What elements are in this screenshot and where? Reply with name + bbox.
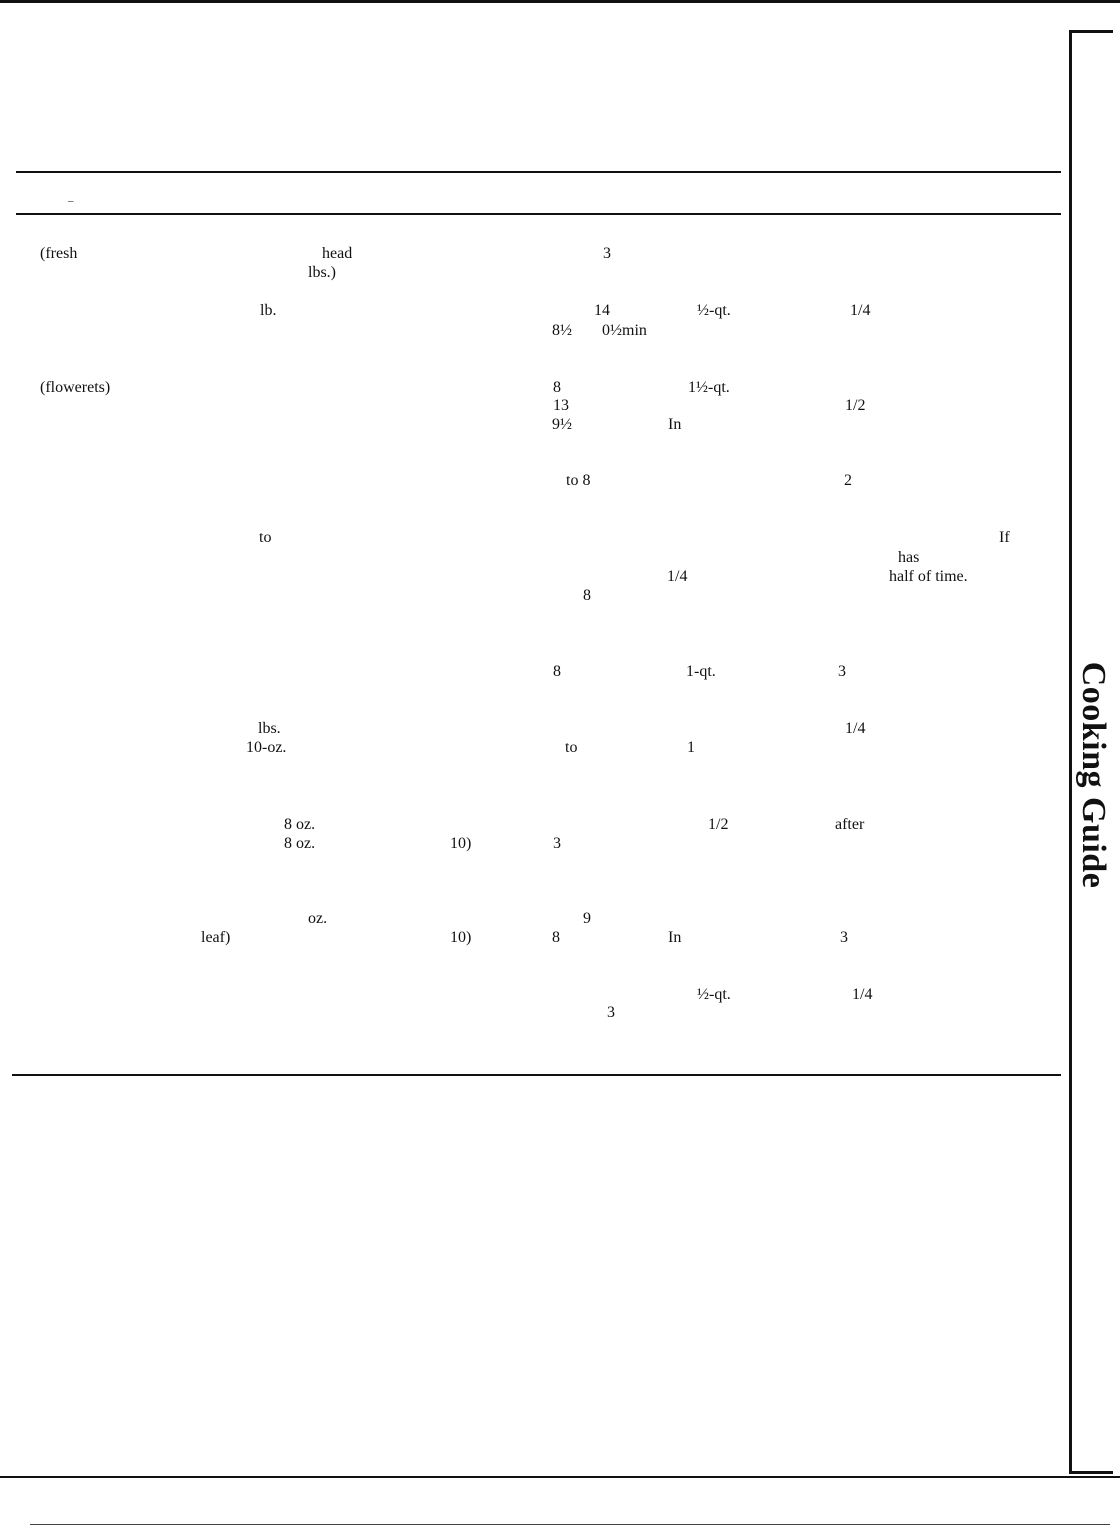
- text-fragment: 14: [594, 302, 610, 319]
- header-rule-bottom: [16, 213, 1061, 215]
- text-fragment: to 8: [566, 472, 591, 489]
- text-fragment: has: [898, 549, 920, 566]
- text-fragment: 9: [583, 910, 591, 927]
- text-fragment: 10): [450, 929, 472, 946]
- text-fragment: (flowerets): [40, 379, 111, 396]
- text-fragment: If: [999, 529, 1010, 546]
- text-fragment: 1/4: [852, 986, 873, 1003]
- text-fragment: (fresh: [40, 245, 78, 262]
- text-fragment: 13: [553, 397, 569, 414]
- text-fragment: ½-qt.: [697, 986, 731, 1003]
- text-fragment: after: [835, 816, 865, 833]
- text-fragment: to: [259, 529, 272, 546]
- text-fragment: lbs.: [258, 720, 281, 737]
- text-fragment: lbs.): [308, 264, 336, 281]
- text-fragment: lb.: [260, 302, 277, 319]
- header-rule-top: [16, 171, 1061, 173]
- text-fragment: 3: [840, 929, 848, 946]
- text-fragment: oz.: [308, 910, 328, 927]
- text-fragment: 2: [844, 472, 852, 489]
- text-fragment: 3: [553, 835, 561, 852]
- text-fragment: 8½: [552, 322, 572, 339]
- text-fragment: 3: [603, 245, 611, 262]
- text-fragment: 1/4: [667, 568, 688, 585]
- text-fragment: 3: [838, 663, 846, 680]
- text-fragment: In: [668, 416, 682, 433]
- text-fragment: 3: [607, 1004, 615, 1021]
- text-fragment: 8: [583, 587, 591, 604]
- text-fragment: 1/2: [845, 397, 866, 414]
- text-fragment: 9½: [552, 416, 572, 433]
- text-fragment: 1½-qt.: [688, 379, 730, 396]
- footer-rule: [30, 1524, 1110, 1525]
- side-tab: [1069, 30, 1113, 1474]
- text-fragment: ½-qt.: [697, 302, 731, 319]
- text-fragment: to: [565, 739, 578, 756]
- text-fragment: 1/2: [708, 816, 729, 833]
- text-fragment: 10-oz.: [246, 739, 287, 756]
- text-fragment: head: [322, 245, 353, 262]
- header-mark: –: [68, 195, 74, 207]
- text-fragment: 1-qt.: [686, 663, 716, 680]
- text-fragment: 8 oz.: [284, 816, 316, 833]
- text-fragment: 8 oz.: [284, 835, 316, 852]
- text-fragment: 8: [553, 663, 561, 680]
- text-fragment: 1/4: [850, 302, 871, 319]
- side-tab-label: Cooking Guide: [1074, 661, 1112, 889]
- page-bottom-rule: [0, 1476, 1120, 1478]
- text-fragment: 0½min: [602, 322, 647, 339]
- table-bottom-rule: [12, 1074, 1061, 1076]
- text-fragment: 1/4: [845, 720, 866, 737]
- text-fragment: 10): [450, 835, 472, 852]
- text-fragment: In: [668, 929, 682, 946]
- text-fragment: 1: [687, 739, 695, 756]
- text-fragment: 8: [553, 379, 561, 396]
- top-border: [0, 0, 1120, 3]
- text-fragment: 8: [552, 929, 560, 946]
- text-fragment: half of time.: [889, 568, 968, 585]
- text-fragment: leaf): [201, 929, 231, 946]
